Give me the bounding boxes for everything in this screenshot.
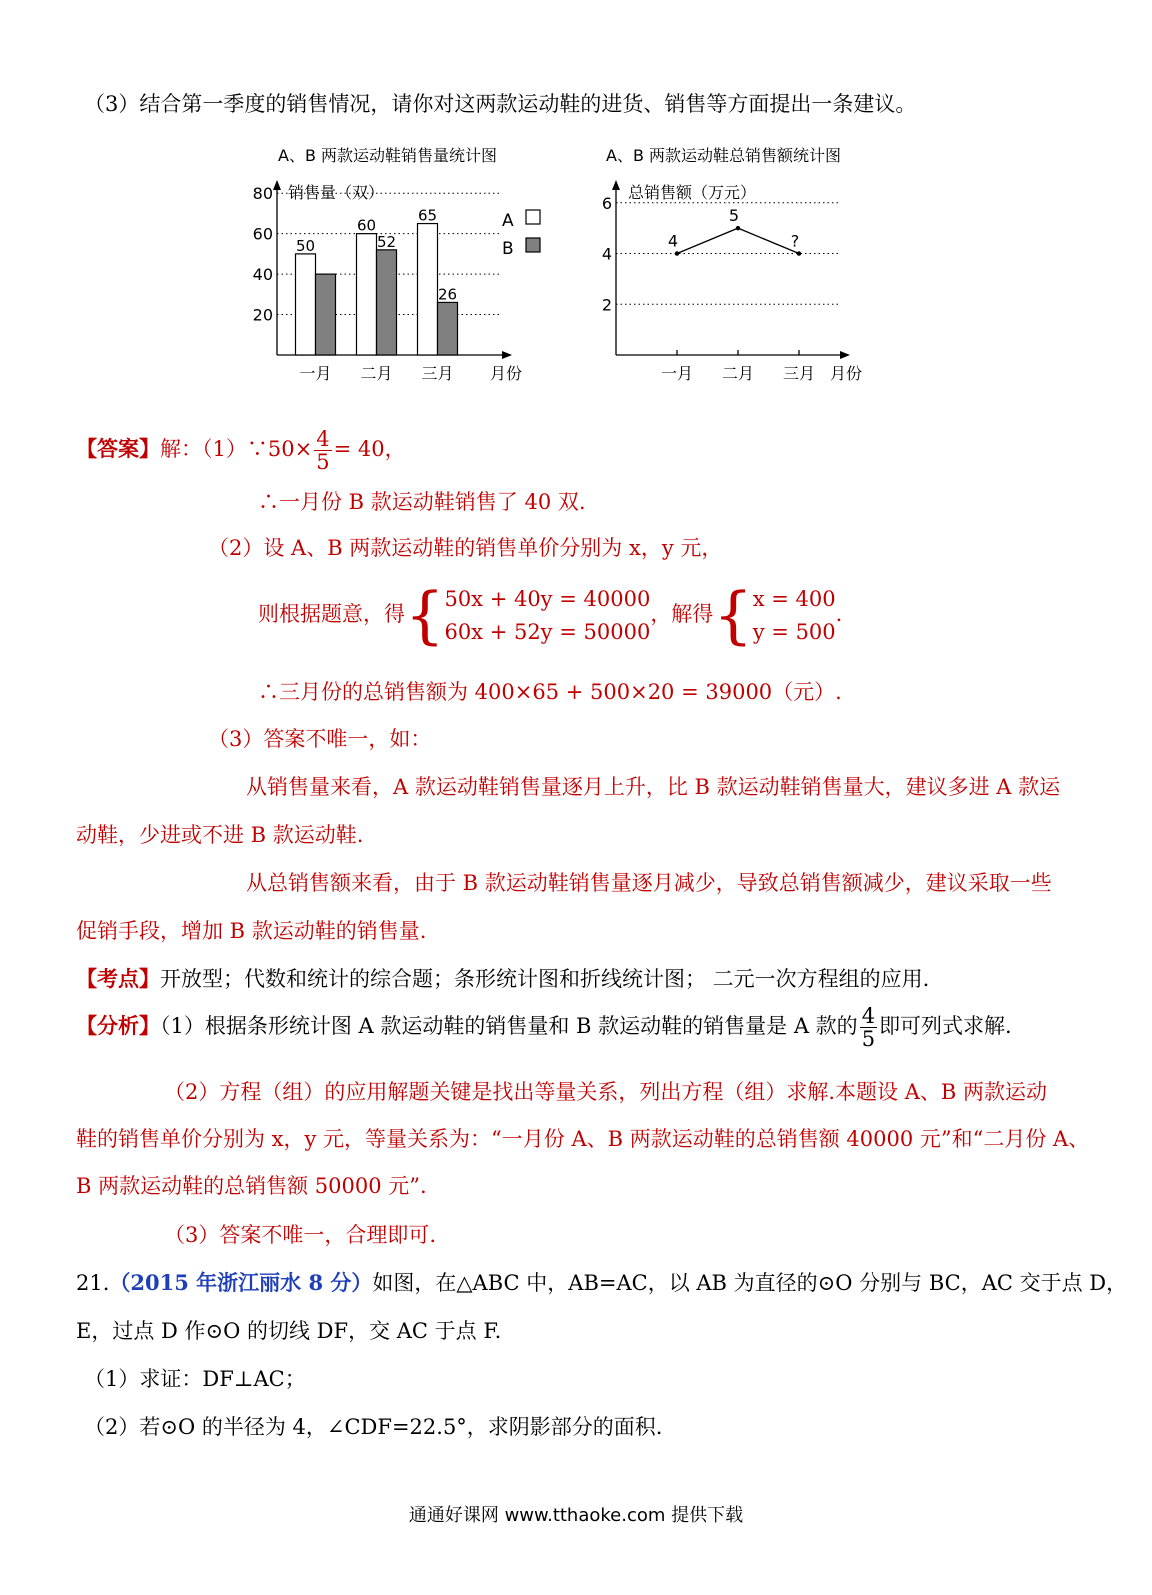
question-21-source: （2015 年浙江丽水 8 分） (109, 1270, 373, 1295)
line-x-label: 月份 (830, 364, 863, 383)
answer-line-8: 动鞋，少进或不进 B 款运动鞋. (76, 823, 364, 847)
equation-system-2 (753, 583, 836, 648)
bar-y-tick-label: 20 (252, 305, 273, 325)
bar-value-label: 26 (437, 285, 458, 304)
kaodian-text: 开放型；代数和统计的综合题；条形统计图和折线统计图； 二元一次方程组的应用. (160, 967, 930, 991)
answer-line-2: ∴一月份 B 款运动鞋销售了 40 双. (258, 490, 586, 514)
answer-fraction (314, 428, 331, 473)
fenxi-line-4: B 两款运动鞋的总销售额 50000 元”. (76, 1174, 427, 1198)
system-1-eq-b: 60x + 52y = 50000 (444, 619, 651, 644)
line-series (677, 228, 799, 253)
line-x-arrow (840, 351, 850, 359)
answer-line-7: 从销售量来看，A 款运动鞋销售量逐月上升，比 B 款运动鞋销售量大，建议多进 A 款运 (246, 775, 1061, 799)
fenxi-fraction (860, 1005, 877, 1050)
answer-line-4 (258, 578, 843, 652)
system-2-eq-a: x = 400 (752, 587, 836, 611)
answer-fraction-den: 5 (316, 450, 330, 475)
bar-b (438, 302, 458, 355)
line-x-tick-label: 三月 (782, 364, 816, 383)
answer-fraction-num: 4 (316, 427, 330, 451)
answer-eq1-left: 50× (267, 437, 313, 462)
answer-line-6: （3）答案不唯一，如： (208, 727, 432, 751)
answer-line-4-pre: 则根据题意，得 (258, 602, 405, 627)
bar-value-label: 60 (356, 216, 377, 235)
bar-x-label: 月份 (490, 364, 523, 383)
bar-x-tick-label: 一月 (299, 364, 332, 383)
bar-y-arrow (273, 180, 281, 190)
bar-value-label: 50 (295, 236, 316, 255)
line-point (675, 251, 679, 255)
answer-tag: 【答案】 (76, 436, 160, 462)
bar-y-tick-label: 40 (252, 265, 273, 285)
bar-a (296, 254, 316, 355)
line-point (797, 251, 801, 255)
question-21-line-2: E，过点 D 作⊙O 的切线 DF，交 AC 于点 F. (76, 1319, 502, 1343)
system-1-eq-a: 50x + 40y = 40000 (444, 587, 651, 611)
kaodian-tag: 【考点】 (76, 966, 160, 991)
bar-b (377, 250, 397, 355)
line-point-label: 4 (667, 231, 679, 251)
line-x-tick-label: 二月 (721, 364, 755, 383)
question-21-part-1: （1）求证：DF⊥AC； (84, 1367, 306, 1391)
bar-y-tick-label: 80 (252, 184, 273, 204)
system-2-eq-b: y = 500 (752, 619, 836, 644)
answer-line-4-end: . (835, 602, 843, 627)
fenxi-line-5: （3）答案不唯一，合理即可. (164, 1223, 437, 1247)
equation-system-1 (444, 583, 650, 648)
bar-value-label: 52 (376, 232, 397, 251)
fenxi-tag: 【分析】 (76, 1013, 160, 1039)
line-point-label: 5 (728, 206, 740, 226)
bar-y-tick-label: 60 (252, 224, 273, 244)
fenxi-fraction-num: 4 (861, 1004, 876, 1028)
bar-x-tick-label: 二月 (360, 364, 393, 383)
answer-line-5: ∴三月份的总销售额为 400×65 + 500×20 = 39000（元）. (258, 680, 842, 704)
fenxi-line-1-post: 即可列式求解. (879, 1014, 1012, 1039)
line-y-arrow (612, 180, 620, 190)
question-21-text-1: 如图，在△ABC 中，AB=AC，以 AB 为直径的⊙O 分别与 BC，AC 交于点 D， (372, 1271, 1128, 1295)
fenxi-fraction-den: 5 (861, 1027, 876, 1052)
legend-a-swatch (526, 210, 540, 224)
question-21-part-2: （2）若⊙O 的半径为 4，∠CDF=22.5°，求阴影部分的面积. (84, 1415, 663, 1439)
line-y-tick-label: 2 (601, 295, 612, 315)
line-point-label: ? (790, 231, 800, 251)
legend-b-label: B (502, 239, 514, 259)
question-21-number: 21. (76, 1271, 110, 1295)
fenxi-line-2: （2）方程（组）的应用解题关键是找出等量关系，列出方程（组）求解.本题设 A、B 两款运动 (164, 1080, 1047, 1104)
answer-eq1-right: = 40， (333, 437, 406, 462)
line-chart (602, 146, 862, 383)
answer-line-3: （2）设 A、B 两款运动鞋的销售单价分别为 x，y 元， (208, 536, 723, 560)
bar-value-label: 65 (417, 206, 438, 225)
line-y-label: 总销售额（万元） (628, 183, 757, 202)
line-y-tick-label: 4 (601, 244, 612, 264)
bar-x-arrow (502, 351, 512, 359)
bar-a (418, 224, 438, 355)
fenxi-line-3: 鞋的销售单价分别为 x，y 元，等量关系为：“一月份 A、B 两款运动鞋的总销售额 40000 元”和“二月份 A、 (76, 1127, 1090, 1151)
line-x-tick-label: 一月 (660, 364, 694, 383)
charts (240, 138, 900, 398)
answer-intro: 解：（1）∵ (160, 437, 268, 462)
legend-a-label: A (502, 211, 514, 231)
answer-line-4-mid: ，解得 (650, 602, 714, 627)
answer-line-1 (76, 428, 406, 473)
kaodian-line (76, 963, 929, 993)
legend-b-swatch (526, 238, 540, 252)
fenxi-line-1 (76, 1005, 1012, 1050)
question-21-line-1 (76, 1267, 1127, 1297)
answer-line-9: 从总销售额来看，由于 B 款运动鞋销售量逐月减少，导致总销售额减少，建议采取一些 (246, 871, 1052, 895)
bar-chart (253, 146, 540, 383)
bar-x-tick-label: 三月 (421, 364, 454, 383)
bar-y-label: 销售量（双） (288, 183, 385, 202)
line-y-tick-label: 6 (601, 193, 612, 213)
line-chart-title: A、B 两款运动鞋总销售额统计图 (606, 146, 842, 165)
bar-b (316, 274, 336, 355)
answer-line-10: 促销手段，增加 B 款运动鞋的销售量. (76, 919, 427, 943)
left-brace-1: { (405, 578, 445, 652)
fenxi-line-1-pre: （1）根据条形统计图 A 款运动鞋的销售量和 B 款运动鞋的销售量是 A 款的 (160, 1014, 858, 1039)
question-3-prompt: （3）结合第一季度的销售情况，请你对这两款运动鞋的进货、销售等方面提出一条建议。 (84, 92, 917, 116)
footer: 通通好课网 www.tthaoke.com 提供下载 (408, 1505, 744, 1526)
bar-chart-title: A、B 两款运动鞋销售量统计图 (278, 146, 498, 165)
left-brace-2: { (713, 578, 753, 652)
bar-a (357, 234, 377, 355)
line-point (736, 226, 740, 230)
